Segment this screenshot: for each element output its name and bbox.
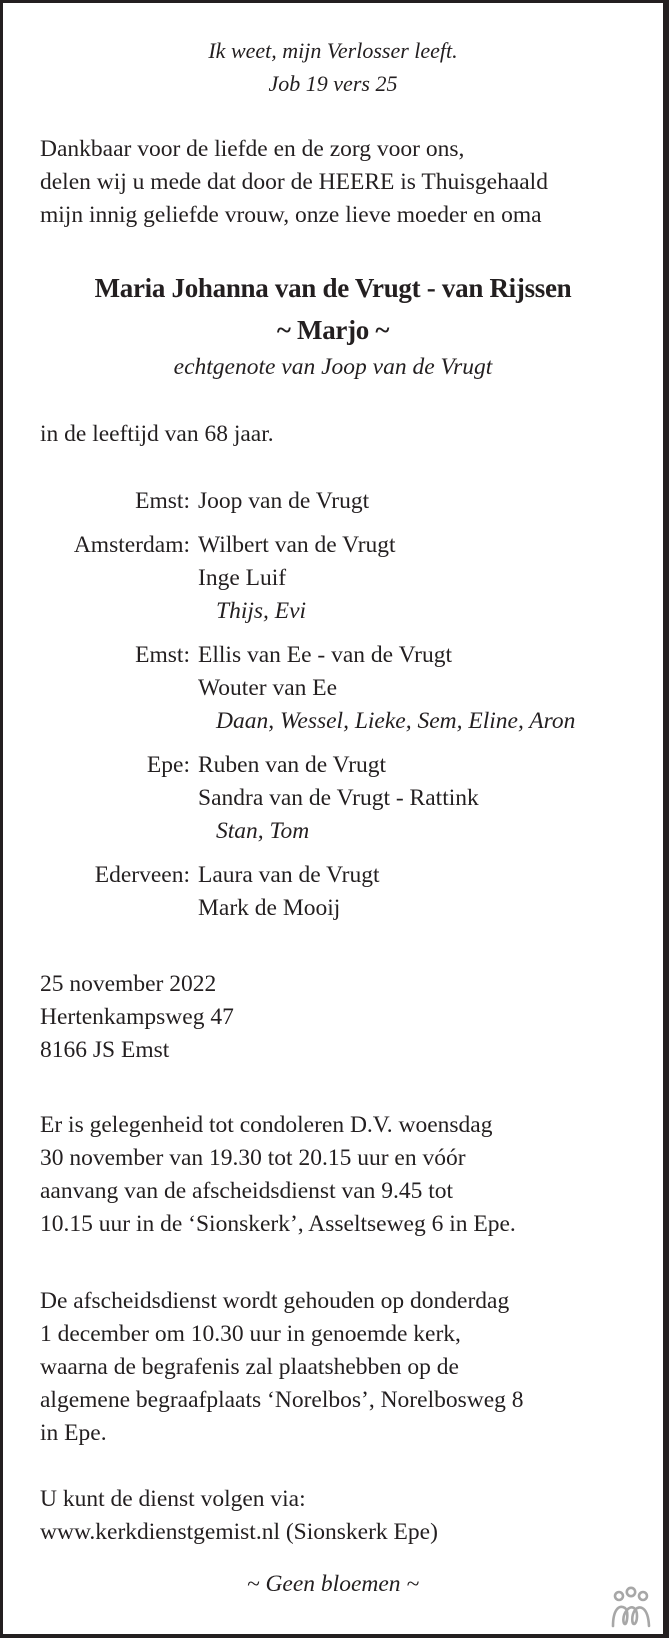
family-member: Joop van de Vrugt [198, 488, 370, 514]
family-people-icon [610, 1586, 652, 1628]
family-member: Ellis van Ee - van de Vrugt [198, 642, 452, 668]
service-line: waarna de begrafenis zal plaatshebben op de [40, 1354, 459, 1380]
condolence-line: aanvang van de afscheidsdienst van 9.45 tot [40, 1178, 454, 1204]
intro-line: delen wij u mede dat door de HEERE is Thuisgehaald [40, 169, 548, 195]
condolence-line: 30 november van 19.30 tot 20.15 uur en vóór [40, 1145, 466, 1171]
family-place: Emst: [135, 642, 190, 668]
service-paragraph [40, 1285, 524, 1450]
service-line: algemene begraafplaats ‘Norelbos’, Norelbosweg 8 [40, 1387, 524, 1413]
address-block [40, 968, 234, 1067]
family-member: Inge Luif [198, 565, 287, 591]
deceased-name: Maria Johanna van de Vrugt - van Rijssen [94, 273, 572, 303]
verse-text: Ik weet, mijn Verlosser leeft. [208, 38, 458, 63]
intro-paragraph [40, 133, 548, 232]
family-place: Epe: [146, 752, 190, 778]
family-member: Wilbert van de Vrugt [198, 532, 396, 558]
service-line: 1 december om 10.30 uur in genoemde kerk, [40, 1321, 461, 1347]
service-line: in Epe. [40, 1420, 107, 1446]
closing-note: ~ Geen bloemen ~ [246, 1571, 420, 1597]
obituary-notice [3, 3, 663, 1634]
verse-reference: Job 19 vers 25 [268, 71, 398, 96]
family-place: Emst: [135, 488, 190, 514]
intro-line: Dankbaar voor de liefde en de zorg voor ons, [40, 136, 465, 162]
postal-city: 8166 JS Emst [40, 1037, 170, 1063]
livestream-paragraph [40, 1483, 438, 1549]
family-member: Sandra van de Vrugt - Rattink [198, 785, 479, 811]
livestream-link[interactable]: www.kerkdienstgemist.nl (Sionskerk Epe) [40, 1519, 438, 1545]
condolence-paragraph [40, 1109, 516, 1241]
grandchildren: Daan, Wessel, Lieke, Sem, Eline, Aron [216, 708, 576, 734]
grandchildren: Thijs, Evi [216, 598, 307, 624]
family-place: Ederveen: [94, 862, 190, 888]
service-line: De afscheidsdienst wordt gehouden op donderdag [40, 1288, 510, 1314]
date-of-death: 25 november 2022 [40, 971, 217, 997]
age-line: in de leeftijd van 68 jaar. [40, 421, 274, 447]
livestream-line: U kunt de dienst volgen via: [40, 1486, 306, 1512]
family-member: Mark de Mooij [198, 895, 341, 921]
intro-line: mijn innig geliefde vrouw, onze lieve moeder en oma [40, 202, 542, 228]
deceased-nickname: ~ Marjo ~ [276, 315, 390, 345]
family-member: Ruben van de Vrugt [198, 752, 387, 778]
grandchildren: Stan, Tom [216, 818, 310, 844]
family-place: Amsterdam: [73, 532, 190, 558]
family-member: Wouter van Ee [198, 675, 338, 701]
street-address: Hertenkampsweg 47 [40, 1004, 234, 1030]
spouse-line: echtgenote van Joop van de Vrugt [173, 354, 493, 380]
family-member: Laura van de Vrugt [198, 862, 380, 888]
condolence-line: 10.15 uur in de ‘Sionskerk’, Asseltseweg 6 in Epe. [40, 1211, 516, 1237]
condolence-line: Er is gelegenheid tot condoleren D.V. woensdag [40, 1112, 493, 1138]
